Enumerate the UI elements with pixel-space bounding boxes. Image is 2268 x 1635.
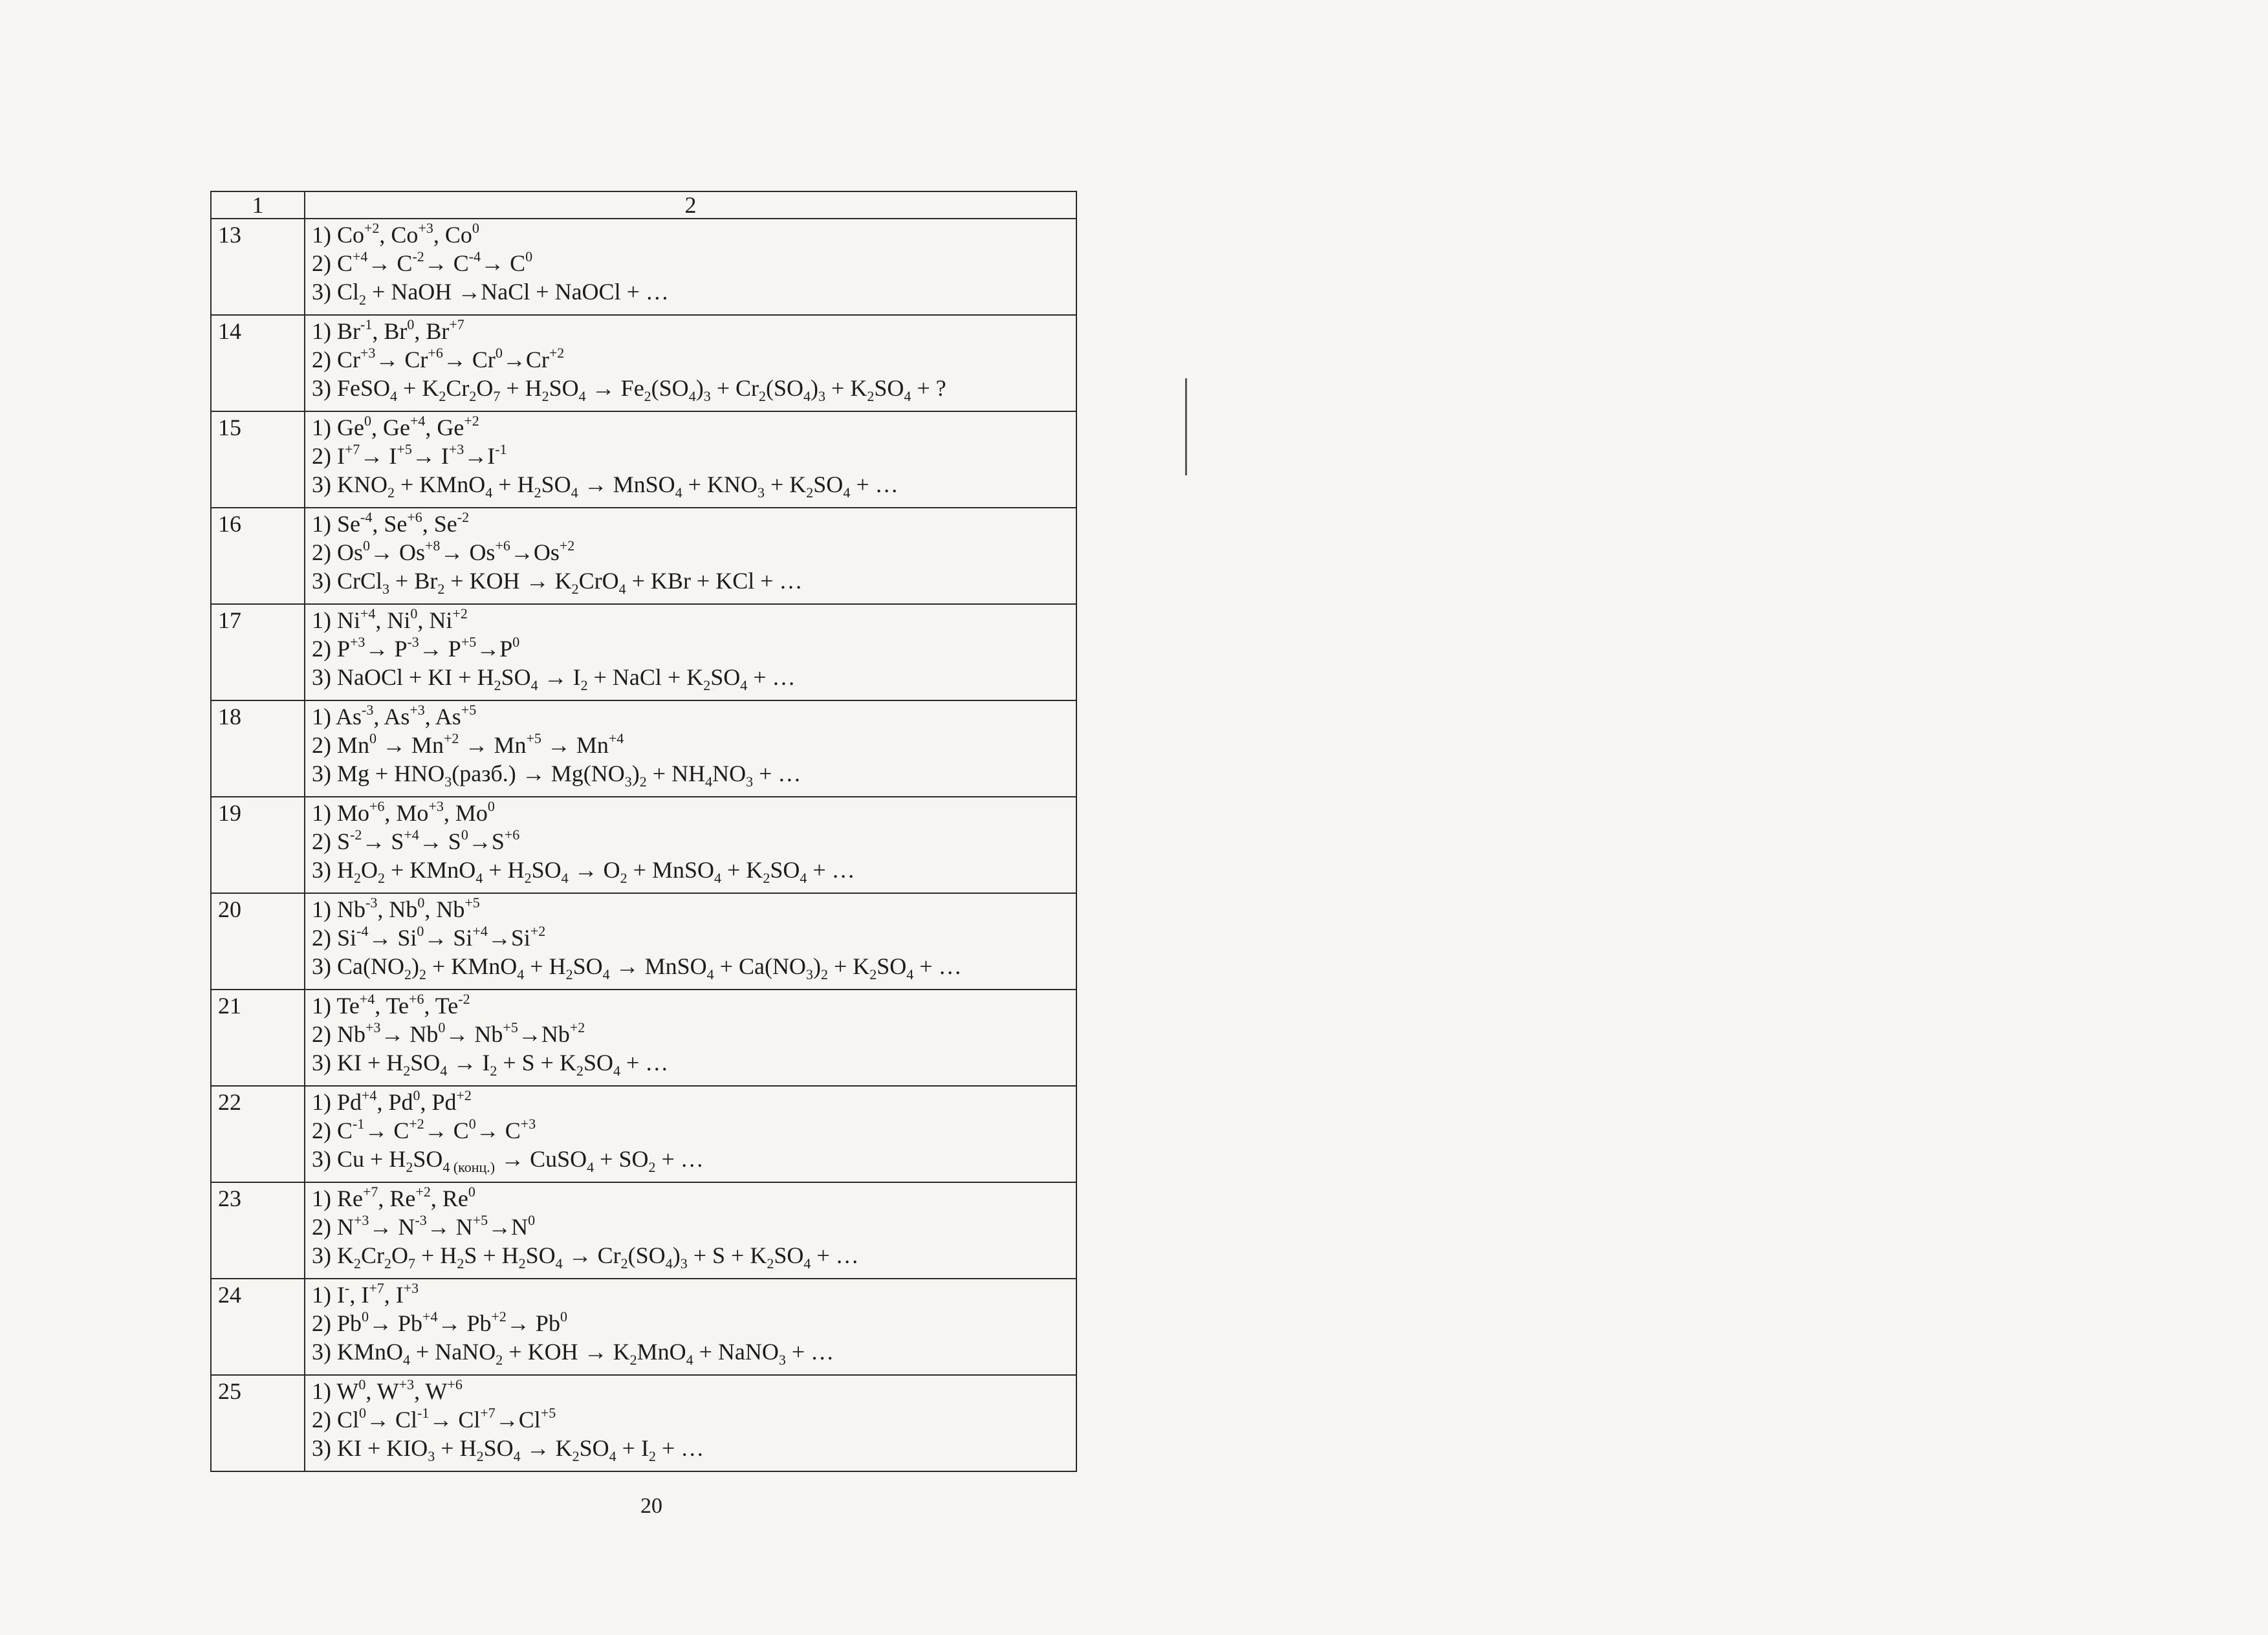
task-line: 1) $W^0$, $W^{+3}$, $W^{+6}$: [312, 1376, 463, 1404]
task-line: 1) $Br^{-1}$, Br$^0$, $Br^{+7}$: [312, 316, 464, 344]
table-header-row: [211, 191, 1076, 219]
task-line: 3) $Mg + HNO_3(разб.) \to Mg(NO_3)_2 + NH_4NO_3$ + …: [312, 761, 801, 790]
task-line: 2) $C^{+4}\to C^{-2}\to C^{-4}\to C^0$: [312, 248, 533, 276]
task-content-cell: [305, 411, 1076, 508]
table-row: [211, 1182, 1076, 1279]
task-line: 1) $Nb^{-3}$, Nb$^0$, $Nb^{+5}$: [312, 894, 480, 922]
task-number-cell: 17: [211, 604, 305, 700]
task-line: 1) $Co^{+2}$, $Co^{+3}$, Co$^0$: [312, 220, 479, 248]
table-row: [211, 893, 1076, 990]
task-number-cell: 13: [211, 219, 305, 315]
task-number-cell: 16: [211, 508, 305, 604]
task-line: 3) KI + $KIO_3 + H_2SO_4 \to K_2SO_4 + I_2$ + …: [312, 1435, 704, 1465]
task-line: 2) $P^{+3}\to P^{-3}\to P^{+5}\to P^0$: [312, 634, 520, 662]
table-row: [211, 219, 1076, 315]
task-number-cell: 15: [211, 411, 305, 508]
column-header-1: 1: [211, 191, 305, 219]
task-line: 3) $Ca(NO_2)_2$ + KMnO$_4$ + $H_2SO_4$ → MnSO$_4$ + $Ca(NO_3)_2 + K_2SO_4$ + …: [312, 953, 962, 983]
task-line: 1) Ge$^0$, $Ge^{+4}$, $Ge^{+2}$: [312, 413, 479, 440]
task-line: 3) $K_2Cr_2O_7 + H_2S + H_2SO_4 \to Cr_2(SO_4)_3 + S + K_2SO_4$ + …: [312, 1242, 859, 1272]
task-line: 2) $S^{-2}\to S^{+4}\to S^0\to S^{+6}$: [312, 827, 520, 854]
task-number-cell: 18: [211, 700, 305, 797]
task-number-cell: 22: [211, 1086, 305, 1182]
task-content-cell: [305, 508, 1076, 604]
task-number-cell: 23: [211, 1182, 305, 1279]
task-line: 1) $Se^{-4}$, $Se^{+6}$, $Se^{-2}$: [312, 509, 470, 537]
task-content-cell: [305, 990, 1076, 1086]
task-content-cell: [305, 604, 1076, 700]
task-line: 2) $Mn^0 \to Mn^{+2} \to Mn^{+5} \to Mn^{+4}$: [312, 730, 624, 758]
table-row: [211, 1375, 1076, 1471]
task-line: 3) $H_2O_2$ + KMnO$_4$ + $H_2SO_4 \to O_2$ + MnSO$_4$ + $K_2SO_4$ + …: [312, 857, 855, 887]
left-table-body: [211, 219, 1076, 1471]
task-number-cell: 24: [211, 1279, 305, 1375]
column-header-2: 2: [305, 191, 1076, 219]
task-line: 2) $C^{-1}\to C^{+2}\to C^0\to C^{+3}$: [312, 1116, 536, 1143]
table-row: [211, 1279, 1076, 1375]
task-line: 3) FeSO$_4$ + $K_2Cr_2O_7 + H_2SO_4 \to Fe_2(SO_4)_3 + Cr_2(SO_4)_3 + K_2SO_4$ + ?: [312, 375, 946, 405]
task-content-cell: [305, 315, 1076, 411]
table-row: [211, 700, 1076, 797]
task-line: 1) $Te^{+4}$, $Te^{+6}$, $Te^{-2}$: [312, 991, 470, 1019]
task-line: 2) $I^{+7}\to I^{+5}\to I^{+3}\to I^{-1}$: [312, 441, 507, 469]
task-line: 3) KI + $H_2SO_4 \to I_2 + S + K_2SO_4$ + …: [312, 1050, 669, 1079]
task-line: 3) CrCl$_3$ + $Br_2$ + KOH → $K_2CrO_4$ + KBr + KCl + …: [312, 568, 803, 598]
task-content-cell: [305, 893, 1076, 990]
task-content-cell: [305, 1375, 1076, 1471]
task-line: 1) $Ni^{+4}$, Ni$^0$, $Ni^{+2}$: [312, 605, 468, 633]
task-line: 1) I-, $I^{+7}$, $I^{+3}$: [312, 1280, 419, 1308]
task-content-cell: [305, 797, 1076, 893]
table-row: [211, 315, 1076, 411]
table-row: [211, 797, 1076, 893]
task-line: 3) NaOCl + KI + $H_2SO_4 \to I_2$ + NaCl + $K_2SO_4$ + …: [312, 664, 796, 694]
task-number-cell: 19: [211, 797, 305, 893]
task-content-cell: [305, 219, 1076, 315]
task-line: 2) $Cr^{+3}\to Cr^{+6}\to Cr^0\to Cr^{+2}$: [312, 345, 565, 373]
page-number: 20: [640, 1494, 662, 1518]
table-row: [211, 411, 1076, 508]
task-line: 2) $Os^0\to Os^{+8}\to Os^{+6}\to Os^{+2}$: [312, 537, 575, 565]
task-line: 2) $N^{+3}\to N^{-3}\to N^{+5}\to N^0$: [312, 1212, 536, 1240]
table-row: [211, 990, 1076, 1086]
task-number-cell: 20: [211, 893, 305, 990]
task-line: 1) $As^{-3}$, $As^{+3}$, $As^{+5}$: [312, 702, 477, 730]
right-page: [1134, 0, 2268, 1635]
task-number-cell: 25: [211, 1375, 305, 1471]
task-line: 2) $Nb^{+3}\to Nb^0\to Nb^{+5}\to Nb^{+2}$: [312, 1019, 585, 1047]
task-line: 3) KMnO$_4$ + NaNO$_2$ + KOH → $K_2MnO_4$ + NaNO$_3$ + …: [312, 1339, 834, 1369]
task-line: 3) $Cl_2$ + NaOH →NaCl + NaOCl + …: [312, 279, 669, 309]
task-number-cell: 14: [211, 315, 305, 411]
task-content-cell: [305, 1279, 1076, 1375]
table-row: [211, 1086, 1076, 1182]
task-line: 2) $Pb^0\to Pb^{+4}\to Pb^{+2}\to Pb^0$: [312, 1308, 567, 1336]
task-number-cell: 21: [211, 990, 305, 1086]
task-line: 1) $Re^{+7}$, $Re^{+2}$, Re$^0$: [312, 1184, 475, 1211]
task-line: 1) $Pd^{+4}$, Pd$^0$, $Pd^{+2}$: [312, 1087, 472, 1115]
left-task-table: [210, 191, 1077, 1472]
task-line: 2) $Cl^0\to Cl^{-1}\to Cl^{+7}\to Cl^{+5}$: [312, 1405, 556, 1433]
task-line: 3) $Cu + H_2SO_{4 (конц.)}$ → CuSO$_4$ + $SO_2$ + …: [312, 1146, 704, 1176]
task-content-cell: [305, 1086, 1076, 1182]
task-line: 1) $Mo^{+6}$, $Mo^{+3}$, Mo$^0$: [312, 798, 495, 826]
table-row: [211, 508, 1076, 604]
task-line: 3) $KNO_2$ + KMnO$_4$ + $H_2SO_4$ → MnSO$_4$ + $KNO_3 + K_2SO_4$ + …: [312, 471, 899, 501]
table-row: [211, 604, 1076, 700]
task-line: 2) $Si^{-4}\to Si^0\to Si^{+4}\to Si^{+2}$: [312, 923, 546, 951]
task-content-cell: [305, 1182, 1076, 1279]
task-content-cell: [305, 700, 1076, 797]
